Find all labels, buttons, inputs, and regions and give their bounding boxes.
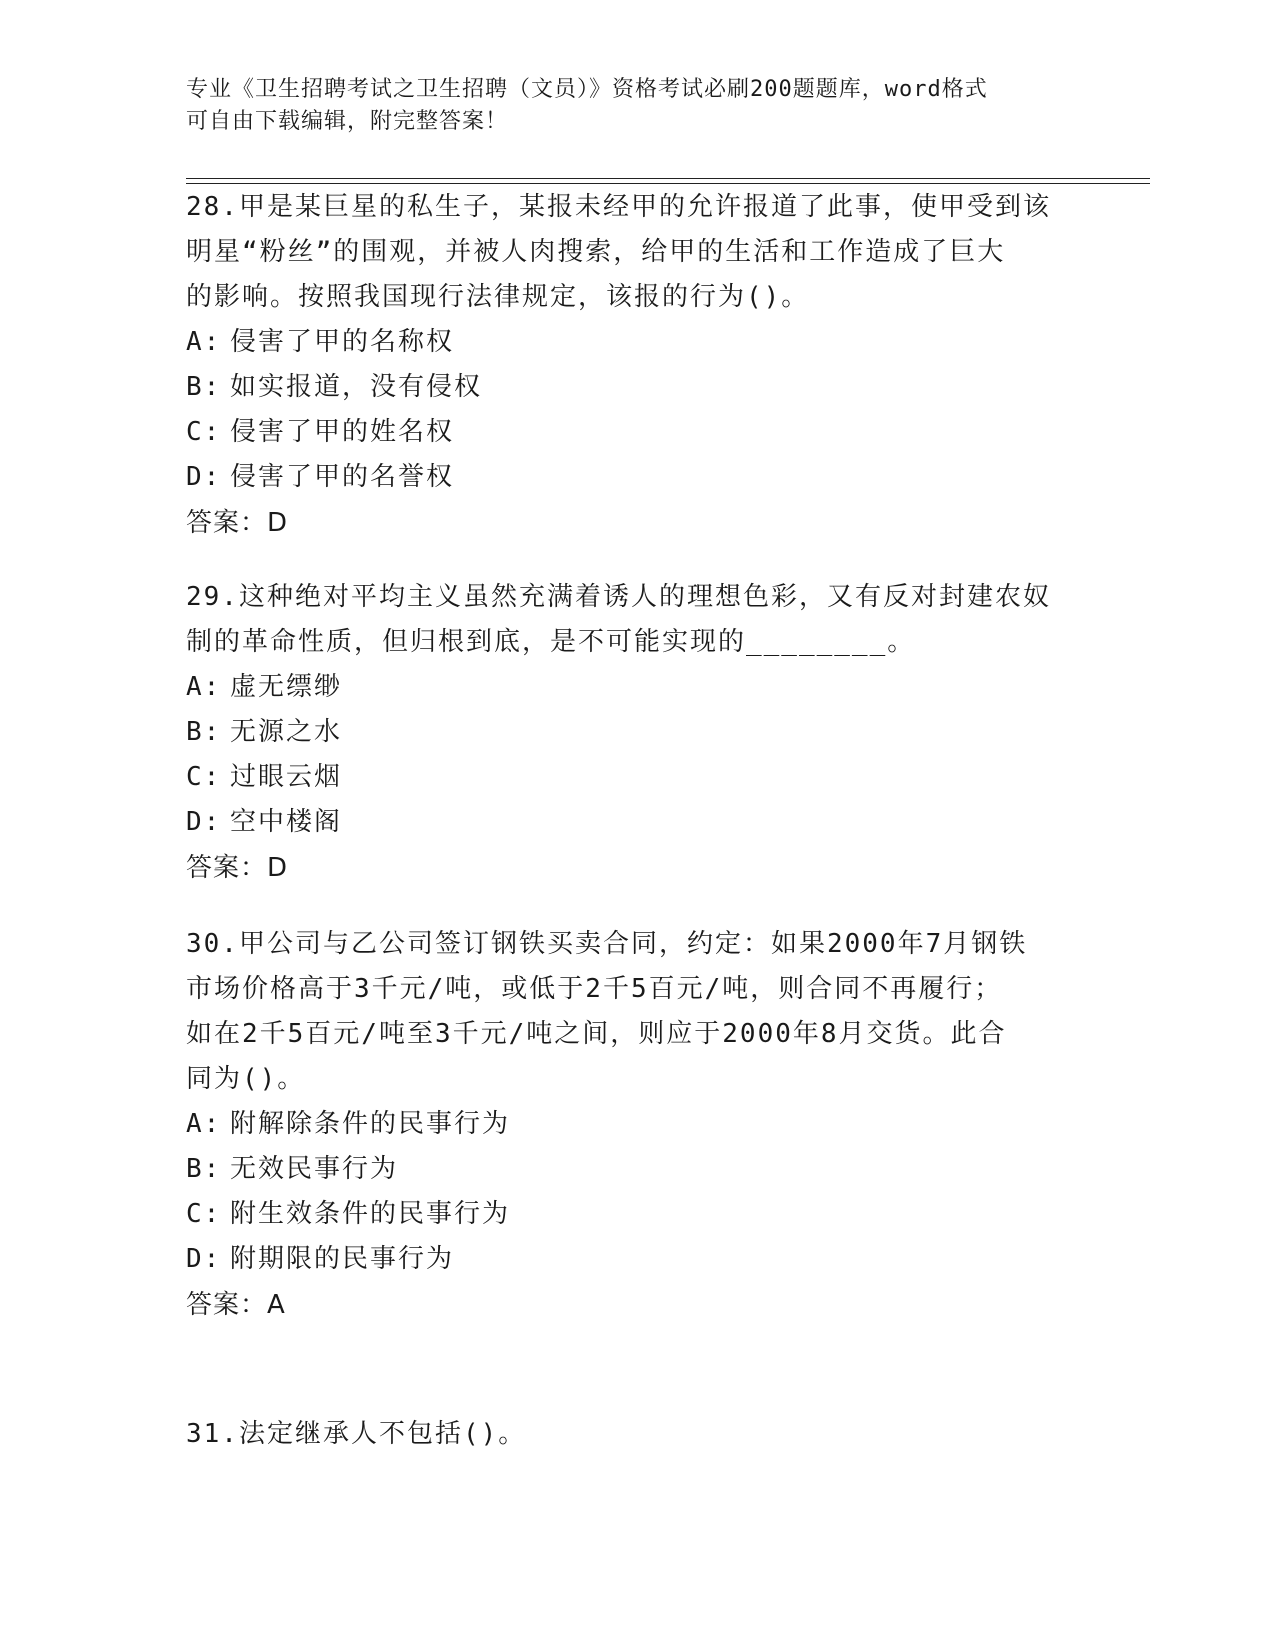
answer-line: 答案：D	[186, 853, 289, 883]
stem-line: 31.法定继承人不包括()。	[186, 1419, 527, 1449]
stem-line: 28.甲是某巨星的私生子，某报未经甲的允许报道了此事，使甲受到该	[186, 192, 1051, 222]
option-label: C:	[186, 1199, 222, 1229]
option-b	[186, 1147, 1086, 1192]
option-a	[186, 320, 1086, 365]
header-divider-bottom	[186, 183, 1150, 184]
option-a	[186, 665, 1086, 710]
stem-line: 29.这种绝对平均主义虽然充满着诱人的理想色彩，又有反对封建农奴	[186, 582, 1051, 612]
option-c	[186, 755, 1086, 800]
stem-line: 市场价格高于3千元/吨，或低于2千5百元/吨，则合同不再履行；	[186, 974, 1003, 1004]
question-stem	[186, 575, 1086, 665]
header-divider-top	[186, 178, 1150, 179]
option-label: D:	[186, 1244, 222, 1274]
question-28	[186, 185, 1086, 546]
answer-line: 答案：A	[186, 1290, 286, 1320]
stem-line: 的影响。按照我国现行法律规定，该报的行为()。	[186, 282, 810, 312]
option-text: 无效民事行为	[230, 1154, 399, 1184]
option-text: 无源之水	[230, 717, 343, 747]
option-label: B:	[186, 717, 222, 747]
option-text: 如实报道，没有侵权	[230, 372, 483, 402]
option-label: B:	[186, 372, 222, 402]
option-text: 侵害了甲的名称权	[230, 327, 455, 357]
header-line-2: 可自由下载编辑，附完整答案！	[186, 109, 509, 134]
stem-line: 制的革命性质，但归根到底，是不可能实现的________。	[186, 627, 916, 657]
option-text: 附生效条件的民事行为	[230, 1199, 511, 1229]
option-text: 空中楼阁	[230, 807, 343, 837]
header-line-1: 专业《卫生招聘考试之卫生招聘（文员）》资格考试必刷200题题库，word格式	[186, 77, 988, 102]
answer-line: 答案：D	[186, 508, 289, 538]
option-c	[186, 410, 1086, 455]
option-d	[186, 455, 1086, 500]
option-label: C:	[186, 762, 222, 792]
option-label: D:	[186, 462, 222, 492]
option-text: 过眼云烟	[230, 762, 343, 792]
option-a	[186, 1102, 1086, 1147]
stem-line: 如在2千5百元/吨至3千元/吨之间，则应于2000年8月交货。此合	[186, 1019, 1007, 1049]
question-30	[186, 922, 1086, 1328]
stem-line: 明星“粉丝”的围观，并被人肉搜索，给甲的生活和工作造成了巨大	[186, 237, 1006, 267]
option-label: A:	[186, 1109, 222, 1139]
question-31	[186, 1412, 1086, 1457]
question-29	[186, 575, 1086, 891]
stem-line: 30.甲公司与乙公司签订钢铁买卖合同，约定：如果2000年7月钢铁	[186, 929, 1028, 959]
question-stem	[186, 922, 1086, 1102]
option-b	[186, 365, 1086, 410]
option-label: D:	[186, 807, 222, 837]
option-c	[186, 1192, 1086, 1237]
option-label: A:	[186, 327, 222, 357]
option-text: 虚无缥缈	[230, 672, 343, 702]
option-text: 侵害了甲的名誉权	[230, 462, 455, 492]
option-label: C:	[186, 417, 222, 447]
option-d	[186, 1237, 1086, 1282]
question-stem	[186, 1412, 1086, 1457]
question-stem	[186, 185, 1086, 320]
option-d	[186, 800, 1086, 845]
option-label: A:	[186, 672, 222, 702]
option-text: 附解除条件的民事行为	[230, 1109, 511, 1139]
option-text: 附期限的民事行为	[230, 1244, 455, 1274]
document-header	[186, 74, 1066, 138]
option-b	[186, 710, 1086, 755]
stem-line: 同为()。	[186, 1064, 306, 1094]
option-label: B:	[186, 1154, 222, 1184]
option-text: 侵害了甲的姓名权	[230, 417, 455, 447]
